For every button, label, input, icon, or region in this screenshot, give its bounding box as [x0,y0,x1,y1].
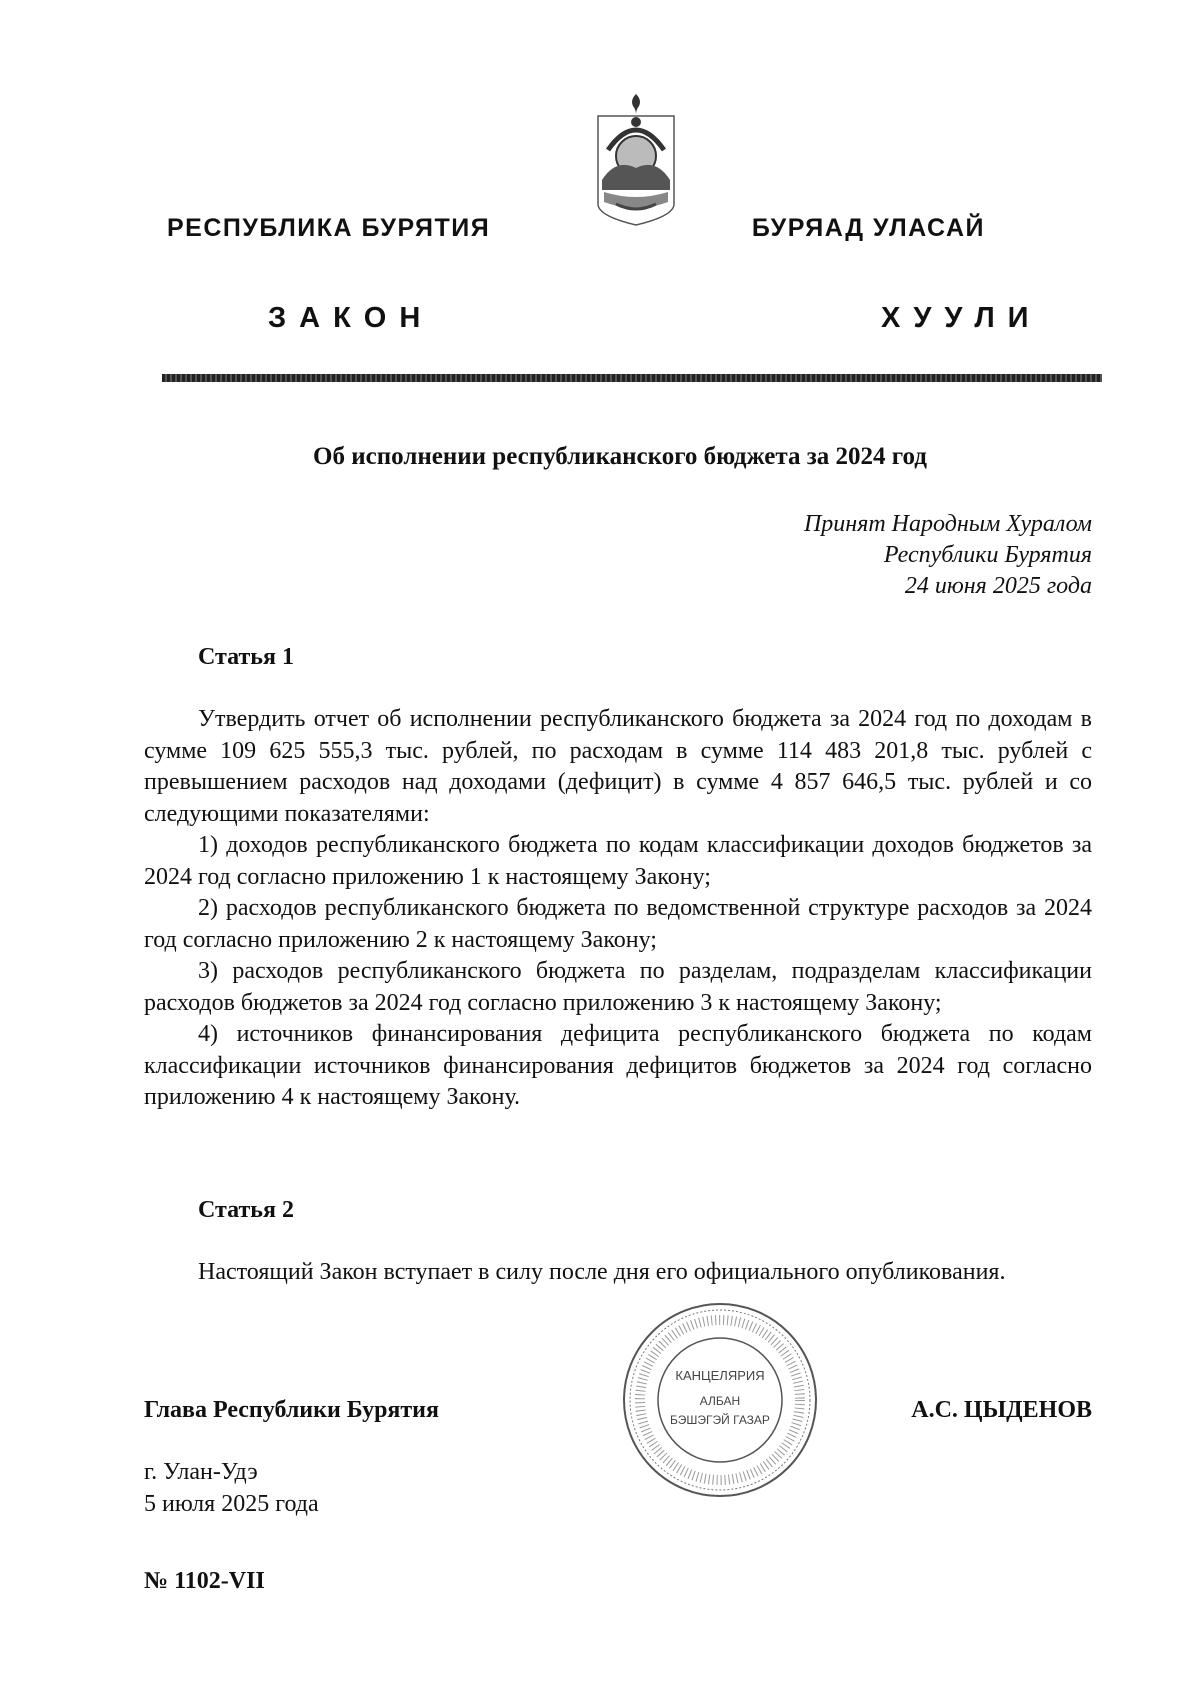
article-1-item-3: 3) расходов республиканского бюджета по разделам, подразделам классификации расходов бюджетов за 2024 год согласно приложению 3 к настоящему Закону; [144,958,1092,1016]
signatory-title: Глава Республики Бурятия [144,1397,439,1423]
law-label-buryat: ХУУЛИ [881,302,1042,334]
law-label-russian: ЗАКОН [268,302,434,334]
document-title: Об исполнении республиканского бюджета за 2024 год [313,443,927,470]
adoption-line-3: 24 июня 2025 года [904,573,1092,599]
republic-name-buryat: БУРЯАД УЛАСАЙ [751,214,985,242]
seal-text-1: КАНЦЕЛЯРИЯ [675,1368,765,1383]
article-2-heading: Статья 2 [198,1197,294,1223]
signatory-name: А.С. ЦЫДЕНОВ [911,1397,1092,1423]
adoption-note [804,509,1092,602]
article-1-paragraph: Утвердить отчет об исполнении республиканского бюджета за 2024 год по доходам в сумме 109 625 555,3 тыс. рублей, по расходам в сумме 114 483 201,8 тыс. рублей с превышением расходов над доходами (дефицит) в сумме 4 857 646,5 тыс. рублей и со следующими показателями: [144,706,1092,827]
seal-text-3: БЭШЭГЭЙ ГАЗАР [670,1413,770,1427]
signing-date: 5 июля 2025 года [144,1491,319,1517]
law-number: № 1102-VII [144,1568,265,1594]
place-and-date [144,1456,319,1520]
article-1-item-2: 2) расходов республиканского бюджета по ведомственной структуре расходов за 2024 год согласно приложению 2 к настоящему Закону; [144,895,1092,953]
adoption-line-1: Принят Народным Хуралом [803,511,1092,537]
official-seal-stamp [620,1300,820,1500]
seal-text-2: АЛБАН [699,1394,741,1408]
adoption-line-2: Республики Бурятия [883,542,1092,568]
article-1-item-4: 4) источников финансирования дефицита республиканского бюджета по кодам классификации источников финансирования дефицитов бюджетов за 2024 год согласно приложению 4 к настоящему Закону. [144,1021,1092,1110]
city: г. Улан-Удэ [144,1459,258,1485]
article-2-body [144,1257,1092,1289]
republic-name-russian: РЕСПУБЛИКА БУРЯТИЯ [167,214,491,242]
header-divider [162,374,1102,382]
coat-of-arms-icon [594,92,678,226]
article-1-heading: Статья 1 [198,644,294,670]
article-1-body [144,704,1092,1114]
article-1-item-1: 1) доходов республиканского бюджета по кодам классификации доходов бюджетов за 2024 год согласно приложению 1 к настоящему Закону; [144,832,1092,890]
article-2-paragraph: Настоящий Закон вступает в силу после дня его официального опубликования. [198,1259,1006,1285]
